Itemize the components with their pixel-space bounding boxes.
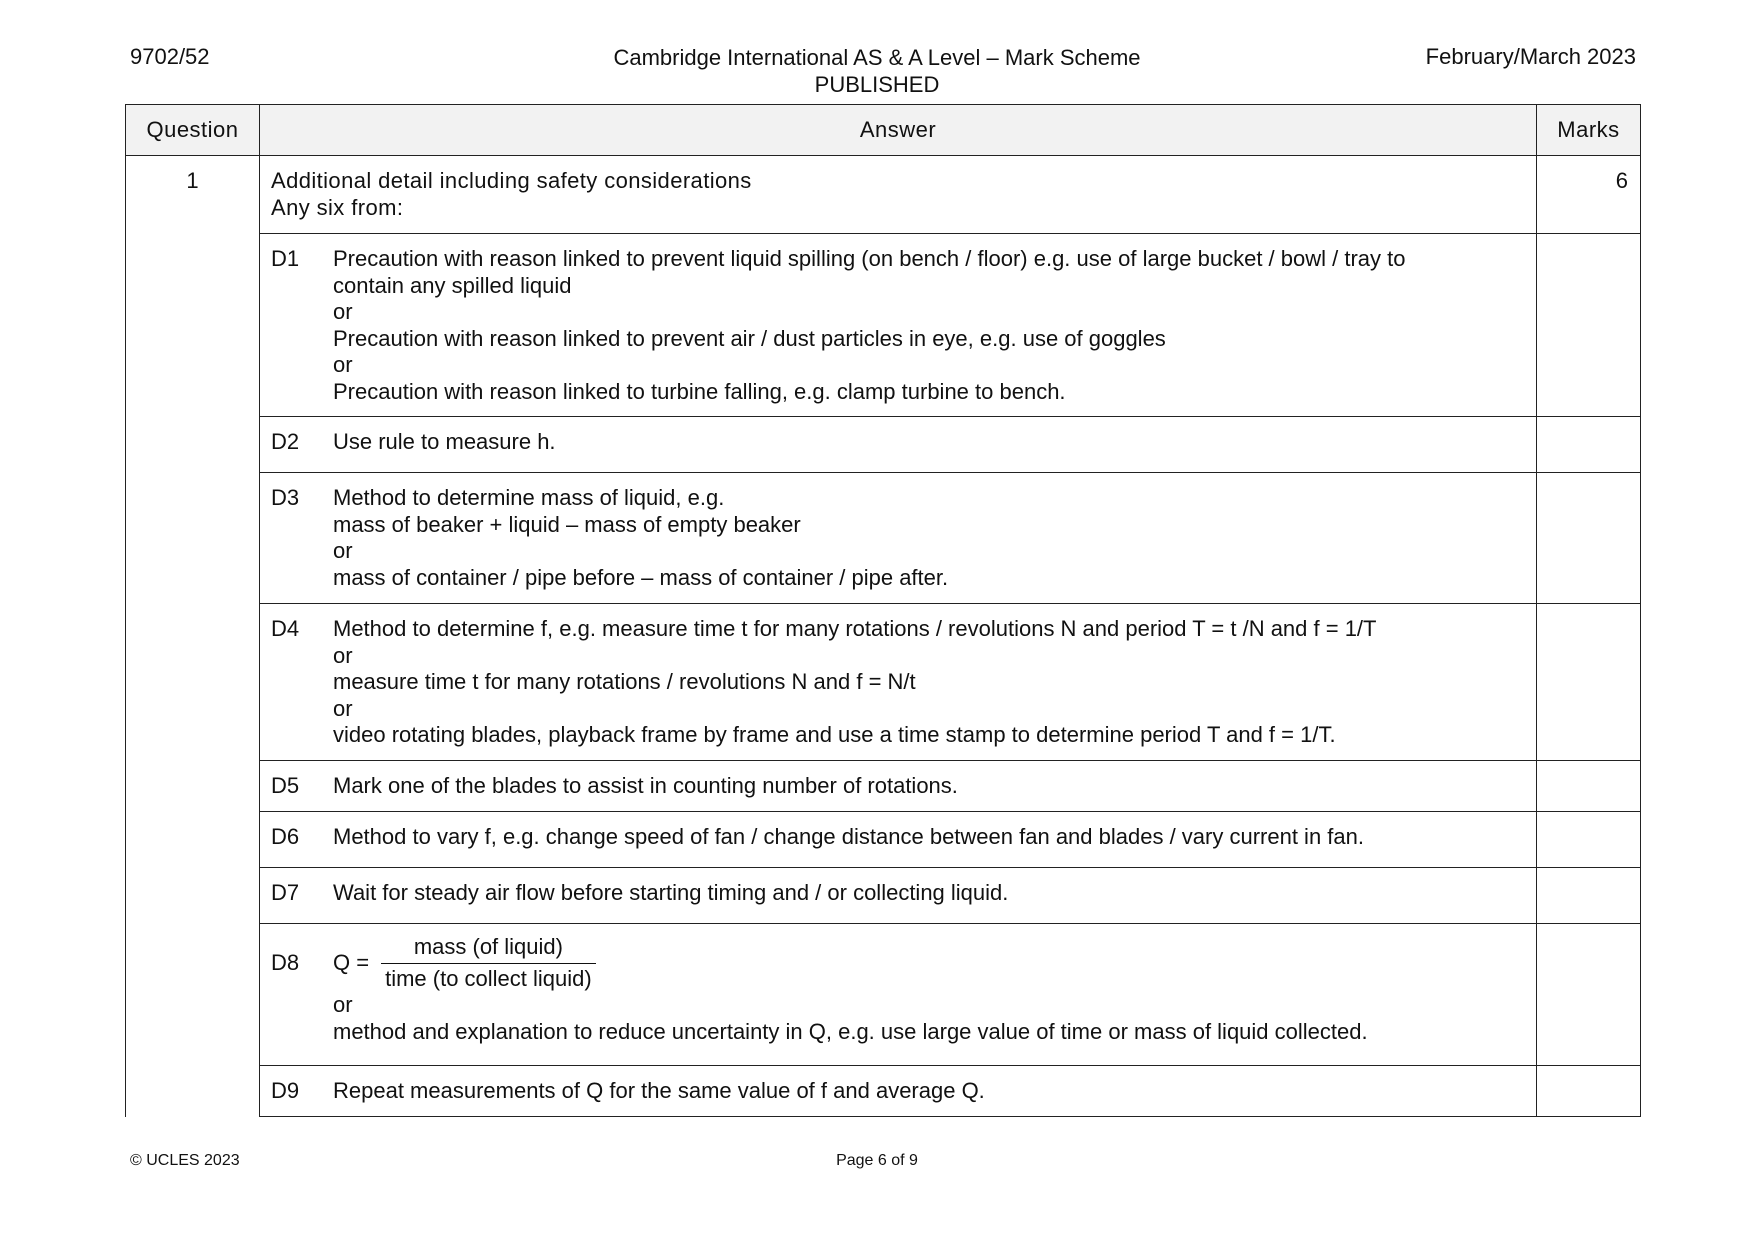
q-formula	[333, 934, 1525, 992]
text-line: video rotating blades, playback frame by frame and use a time stamp to determine period T and f = 1/T.	[333, 722, 1336, 747]
marks-cell	[1537, 473, 1641, 604]
text-line: Wait for steady air flow before starting timing and / or collecting liquid.	[333, 880, 1009, 905]
answer-cell-d6	[260, 812, 1537, 868]
text-line: Repeat measurements of Q for the same value of f and average Q.	[333, 1078, 985, 1103]
question-column-header: Question	[126, 105, 260, 156]
text-line: measure time t for many rotations / revolutions N and f = N/t	[333, 669, 916, 694]
table-header-row	[126, 105, 1641, 156]
point-label: D8	[271, 950, 300, 975]
text-line: mass of container / pipe before – mass of container / pipe after.	[333, 564, 949, 590]
table-row	[126, 868, 1641, 924]
answer-cell-d7	[260, 868, 1537, 924]
point-text	[333, 1078, 1525, 1105]
marks-cell	[1537, 1066, 1641, 1117]
copyright-notice: © UCLES 2023	[130, 1152, 240, 1169]
fraction-denominator: time (to collect liquid)	[385, 965, 592, 991]
fraction-numerator: mass (of liquid)	[381, 934, 596, 964]
formula-lhs: Q =	[333, 949, 370, 975]
text-line: or	[333, 992, 353, 1017]
text-line: Method to vary f, e.g. change speed of fan / change distance between fan and blades / vary current in fan.	[333, 824, 1364, 849]
published-label: PUBLISHED	[814, 72, 940, 97]
text-line: or	[333, 538, 353, 563]
answer-cell-d8	[260, 924, 1537, 1066]
point-text	[333, 936, 1525, 1045]
answer-cell-d9	[260, 1066, 1537, 1117]
point-label: D6	[271, 824, 300, 849]
table-row	[126, 924, 1641, 1066]
table-row	[126, 761, 1641, 812]
text-line: Mark one of the blades to assist in counting number of rotations.	[333, 773, 958, 798]
marks-cell	[1537, 812, 1641, 868]
marks-cell	[1537, 234, 1641, 417]
marks-cell	[1537, 417, 1641, 473]
answer-cell-d5	[260, 761, 1537, 812]
answer-column-header: Answer	[260, 105, 1537, 156]
marks-cell	[1537, 761, 1641, 812]
marks-cell	[1537, 924, 1641, 1066]
text-line: Precaution with reason linked to prevent liquid spilling (on bench / floor) e.g. use of large bucket / bowl / tray to	[333, 246, 1406, 271]
table-row	[126, 417, 1641, 473]
mark-scheme-table	[125, 104, 1641, 1117]
text-line: Precaution with reason linked to turbine falling, e.g. clamp turbine to bench.	[333, 378, 1066, 404]
text-line: mass of beaker + liquid – mass of empty beaker	[333, 511, 801, 537]
text-line: Method to determine mass of liquid, e.g.	[333, 485, 725, 510]
text-line: or	[333, 695, 353, 721]
fraction	[381, 934, 596, 992]
text-line: or	[333, 642, 353, 668]
answer-cell-d4	[260, 604, 1537, 761]
text-line: Use rule to measure h.	[333, 429, 556, 454]
answer-cell-d2	[260, 417, 1537, 473]
point-text	[333, 429, 1525, 456]
text-line: or	[333, 352, 353, 377]
text-line: contain any spilled liquid	[333, 272, 572, 298]
point-text	[333, 880, 1525, 907]
point-text	[333, 824, 1525, 851]
point-label: D9	[271, 1078, 300, 1103]
table-row	[126, 604, 1641, 761]
point-text	[333, 485, 1525, 591]
point-label: D5	[271, 773, 300, 798]
paper-code: 9702/52	[130, 44, 210, 69]
point-label: D4	[271, 616, 300, 641]
answer-cell-d3	[260, 473, 1537, 604]
marks-value: 6	[1537, 156, 1641, 234]
text-line: Precaution with reason linked to prevent air / dust particles in eye, e.g. use of goggles	[333, 325, 1166, 351]
table-row	[126, 234, 1641, 417]
point-label: D7	[271, 880, 300, 905]
answer-intro	[260, 156, 1537, 234]
marks-column-header: Marks	[1537, 105, 1641, 156]
point-text	[333, 246, 1525, 405]
intro-heading: Additional detail including safety considerations	[271, 168, 752, 193]
table-row	[126, 473, 1641, 604]
intro-instruction: Any six from:	[271, 194, 404, 220]
point-label: D2	[271, 429, 300, 454]
title-line: Cambridge International AS & A Level – Mark Scheme	[613, 45, 1141, 70]
table-row	[126, 1066, 1641, 1117]
point-label: D1	[271, 246, 300, 271]
question-number: 1	[126, 156, 260, 1117]
table-row	[126, 156, 1641, 234]
answer-cell-d1	[260, 234, 1537, 417]
exam-session: February/March 2023	[1425, 44, 1636, 69]
text-line: or	[333, 299, 353, 324]
point-label: D3	[271, 485, 300, 510]
marks-cell	[1537, 604, 1641, 761]
marks-cell	[1537, 868, 1641, 924]
table-row	[126, 812, 1641, 868]
text-line: method and explanation to reduce uncertainty in Q, e.g. use large value of time or mass of liquid collected.	[333, 1018, 1368, 1044]
point-text	[333, 616, 1525, 749]
text-line: Method to determine f, e.g. measure time t for many rotations / revolutions N and period T = t /N and f = 1/T	[333, 616, 1377, 641]
point-text	[333, 773, 1525, 800]
page-number: Page 6 of 9	[836, 1152, 918, 1169]
